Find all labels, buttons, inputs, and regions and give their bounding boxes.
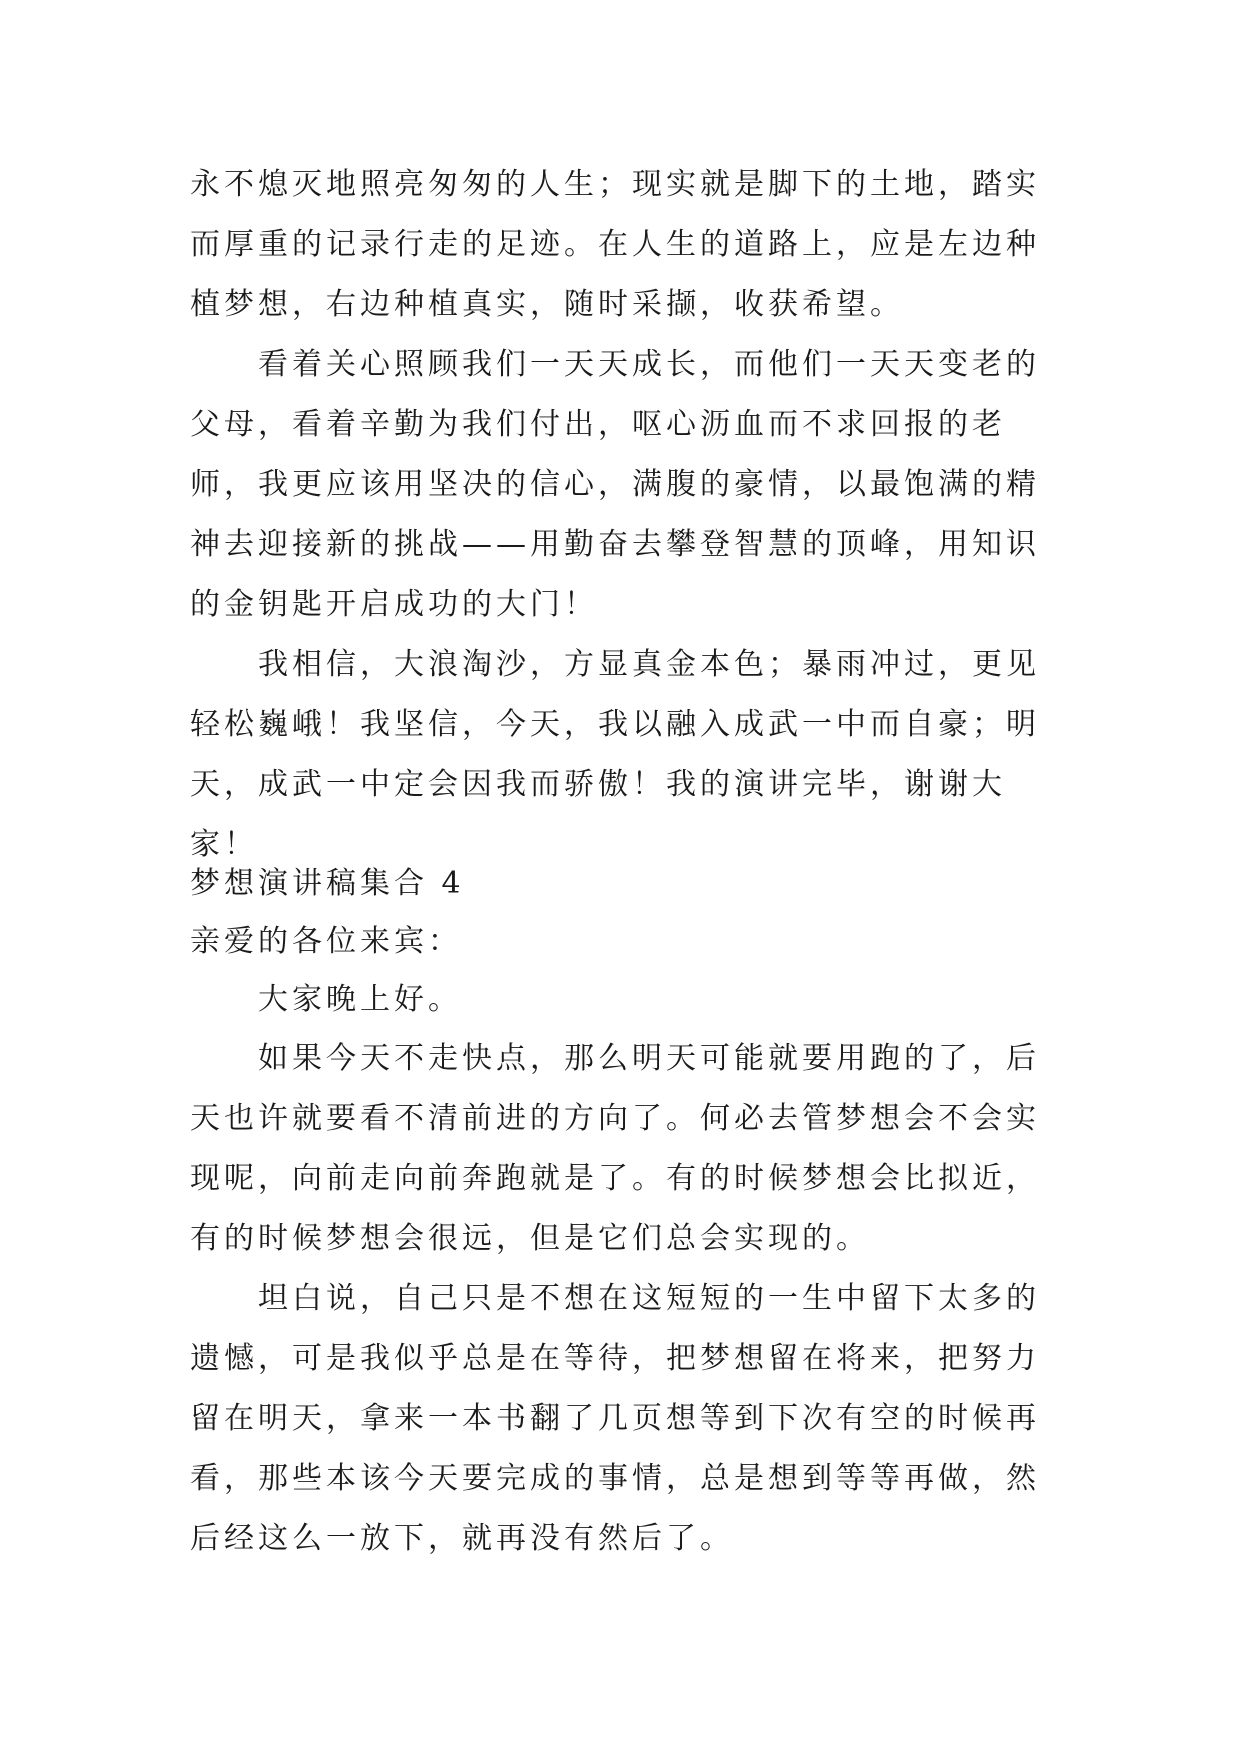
- paragraph: 如果今天不走快点，那么明天可能就要用跑的了，后天也许就要看不清前进的方向了。何必去管梦想会不会实现呢，向前走向前奔跑就是了。有的时候梦想会比拟近，有的时候梦想会很远，但是它们总会实现的。: [190, 1041, 1040, 1256]
- speech-section-4: [190, 855, 1070, 1569]
- paragraph: 我相信，大浪淘沙，方显真金本色；暴雨冲过，更见轻松巍峨！我坚信，今天，我以融入成武一中而自豪；明天，成武一中定会因我而骄傲！我的演讲完毕，谢谢大家！: [190, 647, 1040, 862]
- salutation: 亲爱的各位来宾：: [190, 924, 462, 959]
- paragraph: 看着关心照顾我们一天天成长，而他们一天天变老的父母，看着辛勤为我们付出，呕心沥血而不求回报的老师，我更应该用坚决的信心，满腹的豪情，以最饱满的精神去迎接新的挑战——用勤奋去攀登智慧的顶峰，用知识的金钥匙开启成功的大门！: [190, 347, 1040, 622]
- greeting: 大家晚上好。: [258, 982, 462, 1017]
- speech-continuation: [190, 155, 1070, 875]
- section-title: 梦想演讲稿集合 4: [190, 866, 465, 901]
- paragraph: 坦白说，自己只是不想在这短短的一生中留下太多的遗憾，可是我似乎总是在等待，把梦想留在将来，把努力留在明天，拿来一本书翻了几页想等到下次有空的时候再看，那些本该今天要完成的事情，总是想到等等再做，然后经这么一放下，就再没有然后了。: [190, 1281, 1040, 1556]
- paragraph: 永不熄灭地照亮匆匆的人生；现实就是脚下的土地，踏实而厚重的记录行走的足迹。在人生的道路上，应是左边种植梦想，右边种植真实，随时采撷，收获希望。: [190, 167, 1040, 322]
